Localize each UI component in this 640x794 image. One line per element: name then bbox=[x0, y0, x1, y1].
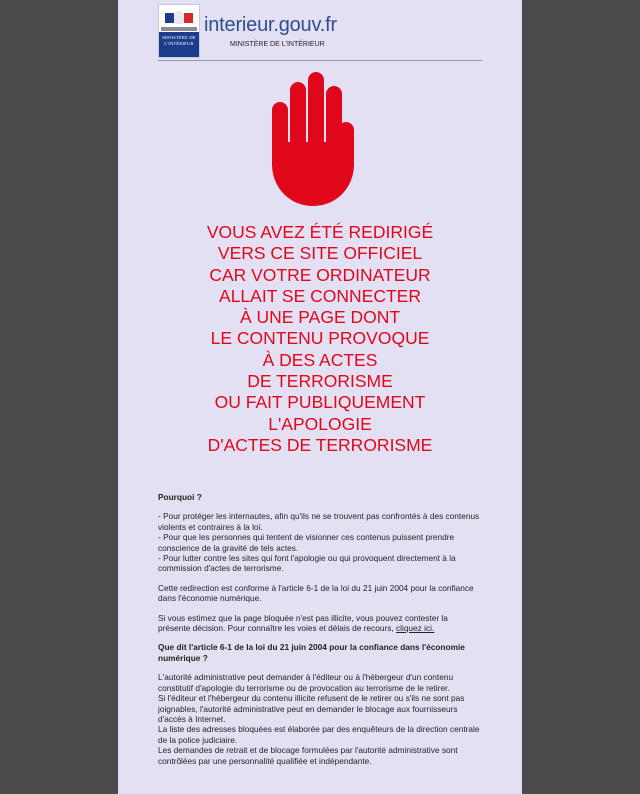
warning-message bbox=[118, 222, 522, 456]
warning-line: À UNE PAGE DONT bbox=[239, 307, 401, 328]
logo-label: MINISTÈRE DE L'INTÉRIEUR bbox=[159, 32, 199, 57]
warning-line: LE CONTENU PROVOQUE bbox=[210, 328, 430, 349]
warning-line: VOUS AVEZ ÉTÉ REDIRIGÉ bbox=[206, 222, 434, 242]
article-item: L'autorité administrative peut demander à l'éditeur ou à l'hébergeur d'un contenu constitutif d'apologie du terrorisme ou de provocation au terrorisme de le retirer. bbox=[158, 672, 454, 693]
warning-line: À DES ACTES bbox=[262, 349, 378, 370]
why-list bbox=[158, 511, 482, 573]
warning-line: VERS CE SITE OFFICIEL bbox=[217, 243, 423, 264]
marianne-logo bbox=[158, 4, 200, 58]
tricolor-flag-icon bbox=[165, 9, 193, 27]
page-container bbox=[118, 0, 522, 794]
article-item: Les demandes de retrait et de blocage formulées par l'autorité administrative sont contrôlées par une personnalité qualifiée et indépendante. bbox=[158, 745, 458, 766]
why-item: - Pour que les personnes qui tentent de visionner ces contenus puissent prendre conscience de la gravité de tels actes. bbox=[158, 532, 455, 553]
why-heading: Pourquoi ? bbox=[158, 492, 202, 502]
warning-line: D'ACTES DE TERRORISME bbox=[207, 434, 433, 455]
article-item: Si l'éditeur et l'hébergeur du contenu illicite refusent de le retirer ou s'ils ne sont pas joignables, l'autorité administrative peut en demander le blocage aux fournisseurs d'accès à Internet. bbox=[158, 693, 465, 724]
stop-hand-shape bbox=[272, 72, 354, 206]
article-heading: Que dit l'article 6-1 de la loi du 21 juin 2004 pour la confiance dans l'économie numérique ? bbox=[158, 642, 465, 663]
warning-line: OU FAIT PUBLIQUEMENT bbox=[214, 392, 426, 413]
warning-line: ALLAIT SE CONNECTER bbox=[219, 285, 421, 306]
republique-francaise-mark bbox=[161, 27, 197, 31]
warning-line: DE TERRORISME bbox=[247, 371, 393, 392]
ministry-name: MINISTÈRE DE L'INTÉRIEUR bbox=[230, 41, 325, 48]
warning-line: CAR VOTRE ORDINATEUR bbox=[209, 264, 431, 285]
stop-hand-icon bbox=[272, 72, 354, 206]
site-name[interactable]: interieur.gouv.fr bbox=[204, 14, 337, 36]
explanation-text bbox=[158, 492, 482, 775]
article-item: La liste des adresses bloquées est élaborée par des enquêteurs de la direction centrale de la police judiciaire. bbox=[158, 724, 480, 745]
conformity-text: Cette redirection est conforme à l'article 6-1 de la loi du 21 juin 2004 pour la confiance dans l'économie numérique. bbox=[158, 582, 474, 604]
article-list bbox=[158, 672, 482, 766]
warning-line: L'APOLOGIE bbox=[268, 413, 372, 434]
why-item: - Pour protéger les internautes, afin qu'ils ne se trouvent pas confrontés à des contenus violents et contraires à la loi. bbox=[158, 511, 480, 532]
why-item: - Pour lutter contre les sites qui font l'apologie ou qui provoquent directement à la commission d'actes de terrorisme. bbox=[158, 553, 456, 574]
contest-text: Si vous estimez que la page bloquée n'est pas illicite, vous pouvez contester la présente décision. Pour connaître les voies et délais de recours, bbox=[158, 612, 448, 634]
header bbox=[158, 4, 482, 61]
click-here-link[interactable]: cliquez ici. bbox=[395, 623, 435, 634]
contest-paragraph bbox=[158, 613, 482, 634]
